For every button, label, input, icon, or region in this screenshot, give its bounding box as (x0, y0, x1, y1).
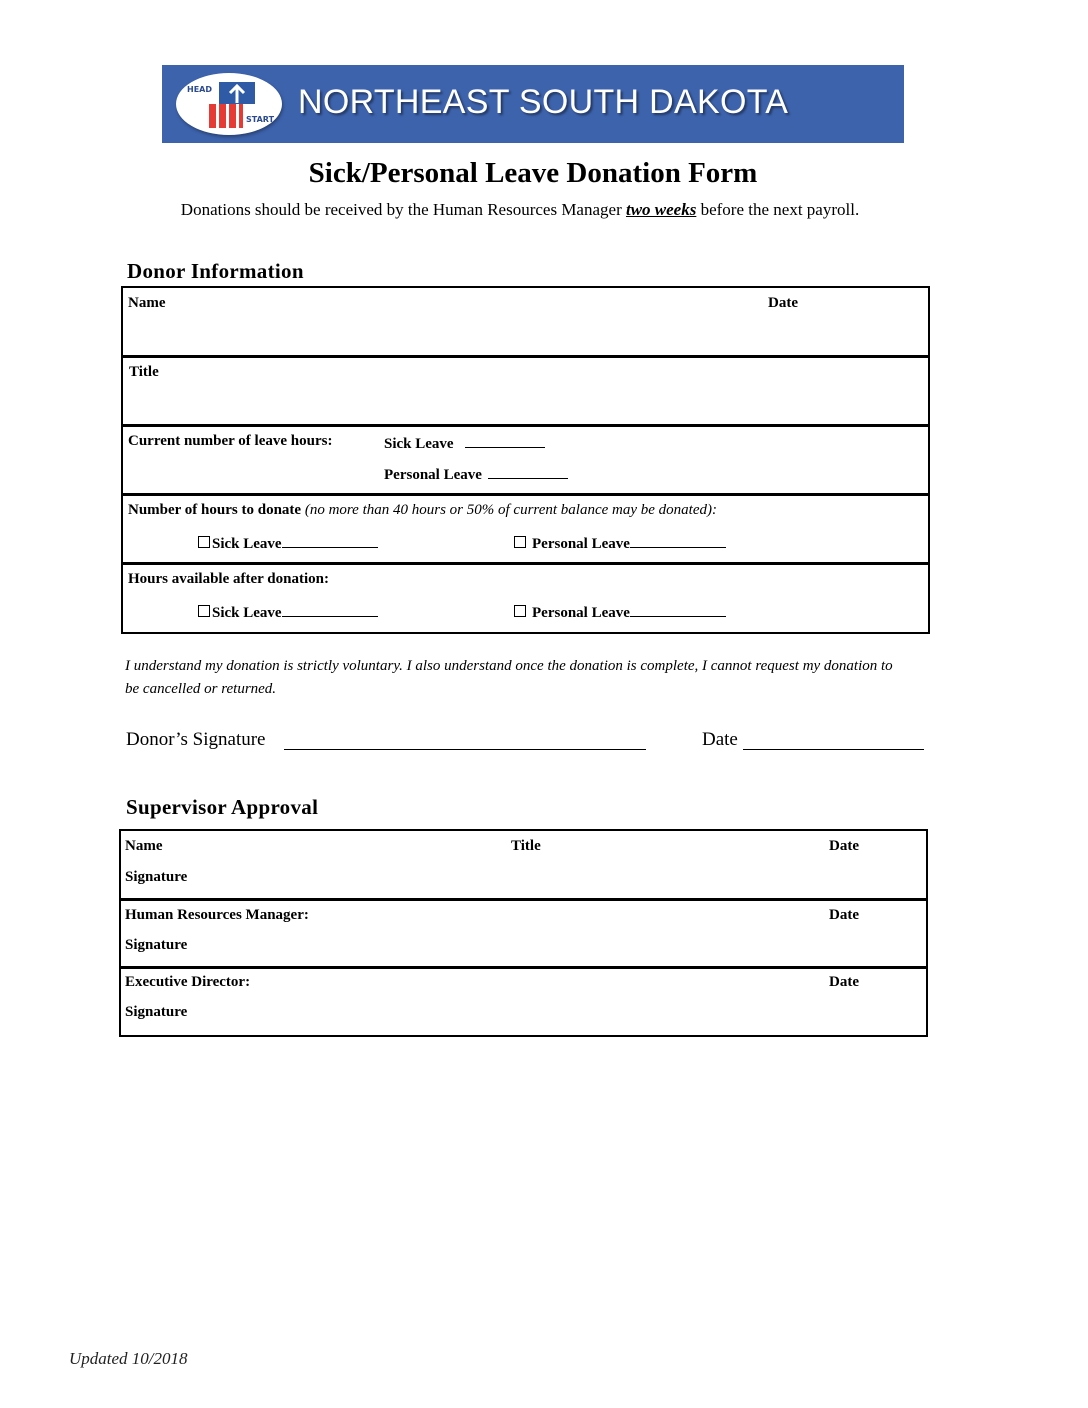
supervisor-approval-table (119, 829, 928, 1037)
donor-signature-field[interactable] (284, 749, 646, 750)
donor-signature-date-label: Date (702, 729, 738, 750)
subtitle-text-end: before the next payroll. (696, 200, 860, 219)
hr-manager-label: Human Resources Manager: (125, 907, 309, 923)
after-sick-label: Sick Leave (212, 605, 282, 621)
logo-red-stripes (209, 104, 243, 128)
current-personal-leave-label: Personal Leave (384, 467, 482, 483)
hr-manager-signature-label: Signature (125, 937, 188, 953)
supervisor-row[interactable] (121, 831, 926, 901)
donor-date-label: Date (768, 295, 798, 311)
current-sick-leave-field[interactable] (465, 433, 545, 448)
logo-start-text: START (246, 115, 275, 124)
current-personal-leave (384, 464, 568, 484)
donate-personal-checkbox[interactable] (514, 536, 526, 548)
supervisor-approval-heading: Supervisor Approval (126, 795, 319, 819)
supervisor-name-label: Name (125, 838, 163, 854)
current-personal-leave-field[interactable] (488, 464, 568, 479)
donation-acknowledgement: I understand my donation is strictly voluntary. I also understand once the donation is complete, I cannot request my donation to be cancelled or returned. (125, 658, 893, 697)
donor-information-heading: Donor Information (127, 259, 304, 283)
after-sick-leave (198, 602, 378, 622)
head-start-logo (176, 73, 282, 135)
current-sick-leave-label: Sick Leave (384, 436, 454, 452)
donate-sick-checkbox[interactable] (198, 536, 210, 548)
donate-sick-field[interactable] (282, 533, 378, 548)
hr-manager-date-label: Date (829, 907, 859, 923)
donor-signature-date-field[interactable] (743, 749, 924, 750)
donate-personal-field[interactable] (630, 533, 726, 548)
donate-hours-label (128, 502, 717, 519)
donor-title-row[interactable] (123, 355, 928, 425)
current-sick-leave (384, 433, 545, 453)
current-hours-row (123, 424, 928, 494)
after-personal-leave (514, 602, 726, 622)
supervisor-signature-label: Signature (125, 869, 188, 885)
current-hours-label: Current number of leave hours: (128, 433, 333, 449)
executive-director-row[interactable] (121, 966, 926, 1036)
donor-signature-label: Donor’s Signature (126, 729, 266, 750)
hours-after-row (123, 562, 928, 632)
subtitle-emphasis: two weeks (625, 200, 697, 219)
after-personal-checkbox[interactable] (514, 605, 526, 617)
donate-personal-label: Personal Leave (532, 536, 630, 552)
executive-director-signature-label: Signature (125, 1004, 188, 1020)
organization-banner (162, 65, 904, 143)
donate-hours-text: Number of hours to donate (128, 502, 305, 518)
form-subtitle (0, 200, 1040, 220)
donor-title-label: Title (129, 364, 159, 380)
up-arrow-icon (219, 82, 255, 104)
after-sick-field[interactable] (282, 602, 378, 617)
hr-manager-row[interactable] (121, 898, 926, 968)
after-personal-field[interactable] (630, 602, 726, 617)
executive-director-date-label: Date (829, 974, 859, 990)
donate-hours-row (123, 493, 928, 563)
hours-after-label: Hours available after donation: (128, 571, 329, 587)
donate-personal-leave (514, 533, 726, 553)
after-personal-label: Personal Leave (532, 605, 630, 621)
form-title: Sick/Personal Leave Donation Form (308, 157, 758, 189)
supervisor-date-label: Date (829, 838, 859, 854)
supervisor-title-label: Title (511, 838, 541, 854)
banner-title: NORTHEAST SOUTH DAKOTA (298, 83, 789, 121)
donor-information-table (121, 286, 930, 634)
donate-sick-label: Sick Leave (212, 536, 282, 552)
logo-blue-square (219, 82, 255, 104)
updated-date: Updated 10/2018 (69, 1349, 188, 1368)
donor-name-row[interactable] (123, 288, 928, 357)
donor-name-label: Name (128, 295, 166, 311)
donate-sick-leave (198, 533, 378, 553)
executive-director-label: Executive Director: (125, 974, 251, 990)
after-sick-checkbox[interactable] (198, 605, 210, 617)
subtitle-text: Donations should be received by the Human Resources Manager (180, 200, 626, 219)
logo-head-text: HEAD (187, 85, 212, 94)
donate-hours-note: (no more than 40 hours or 50% of current balance may be donated): (304, 502, 717, 518)
